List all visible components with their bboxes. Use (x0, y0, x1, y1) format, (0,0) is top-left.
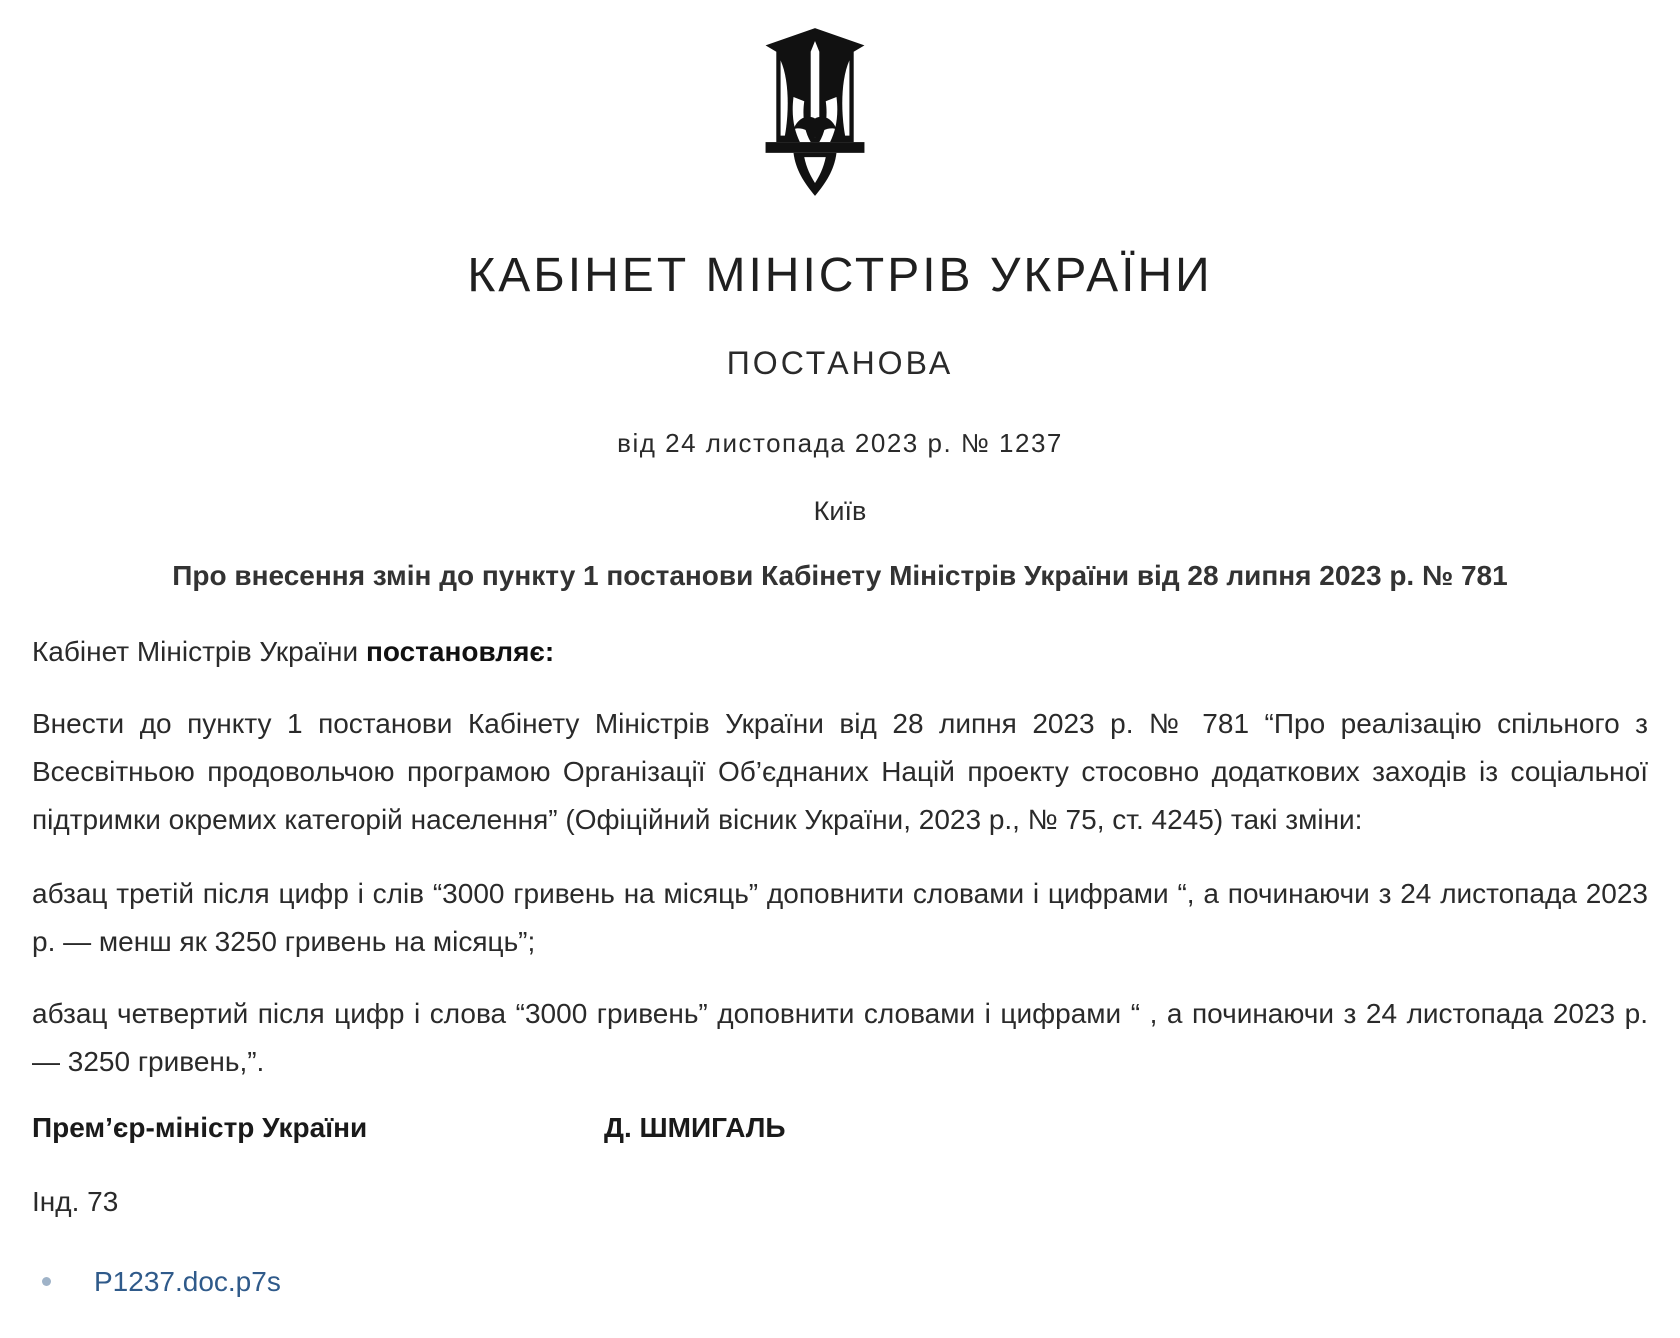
attachment-list (32, 1262, 281, 1302)
document-subject: Про внесення змін до пункту 1 постанови Кабінету Міністрів України від 28 липня 2023 р. № 781 (172, 560, 1508, 591)
paragraph: абзац четвертий після цифр і слова “3000 гривень” доповнити словами і цифрами “ , а починаючи з 24 листопада 2023 р. — 3250 гривень,”. (32, 998, 1648, 1077)
paragraph: абзац третій після цифр і слів “3000 гривень на місяць” доповнити словами і цифрами “, а починаючи з 24 листопада 2023 р. — менш як 3250 гривень на місяць”; (32, 878, 1648, 957)
document-date-number: від 24 листопада 2023 р. № 1237 (617, 428, 1063, 458)
intro-bold: постановляє: (365, 636, 555, 667)
signer-position: Прем’єр-міністр України (32, 1112, 368, 1143)
list-item (32, 1262, 281, 1302)
resolution-intro (32, 628, 1648, 676)
document-page (32, 0, 1648, 1338)
paragraph: Внести до пункту 1 постанови Кабінету Міністрів України від 28 липня 2023 р. № 781 “Про реалізацію спільного з Всесвітньою продовольчою програмою Організації Об’єднаних Націй проекту стосовно додаткових заходів із соціальної підтримки окремих категорій населення” (Офіційний вісник України, 2023 р., № 75, ст. 4245) такі зміни: (32, 708, 1648, 835)
signature-block (32, 1112, 1648, 1160)
intro-text: Кабінет Міністрів України (32, 636, 366, 667)
attachment-link[interactable]: P1237.doc.p7s (94, 1266, 281, 1297)
document-city: Київ (813, 496, 867, 526)
bullet-icon (42, 1277, 51, 1286)
organization-title: КАБІНЕТ МІНІСТРІВ УКРАЇНИ (467, 249, 1213, 302)
document-type: ПОСТАНОВА (726, 345, 954, 381)
signer-name: Д. ШМИГАЛЬ (604, 1112, 786, 1143)
trident-icon (760, 26, 870, 198)
document-index: Інд. 73 (32, 1186, 119, 1217)
